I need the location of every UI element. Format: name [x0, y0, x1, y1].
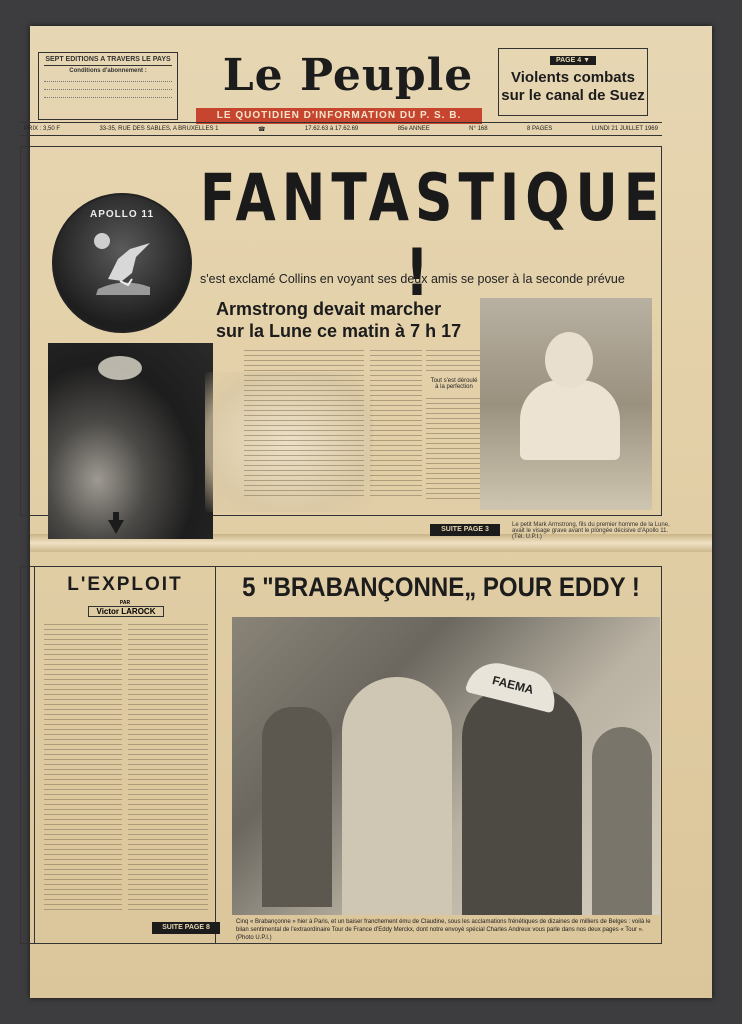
- suite-page-3-link[interactable]: SUITE PAGE 3: [430, 524, 500, 536]
- eddy-caption: Cinq « Brabançonne » hier à Paris, et un baiser franchement ému de Claudine, sous les acclamations frénétiques de dizaines de milliers de Belges : voilà le bilan sentimental de l'extraordinaire Tour de France d'Eddy Merckx, dont notre envoyé spécial Charles Andreux vous parle dans nos deux pages « Tour ». (Photo U.P.I.): [236, 919, 651, 941]
- address: 33-35, RUE DES SABLES, A BRUXELLES 1: [99, 126, 219, 132]
- apollo-badge: [52, 193, 192, 333]
- woman: [342, 677, 452, 915]
- apollo-badge-label: APOLLO 11: [89, 209, 154, 220]
- teaser-box: [498, 48, 648, 116]
- info-bar: [20, 122, 662, 136]
- eddy-photo: [232, 617, 660, 915]
- editions-line: [44, 77, 172, 82]
- man-left: [262, 707, 332, 907]
- subheadline: s'est exclamé Collins en voyant ses deux amis se poser à la seconde prévue: [200, 272, 625, 286]
- editions-line: [44, 93, 172, 98]
- exploit-title: L'EXPLOIT: [67, 574, 183, 595]
- earth-in-photo: [98, 356, 142, 380]
- child-head: [545, 332, 593, 388]
- cycling-cap: FAEMA: [465, 657, 561, 714]
- eagle-icon: [88, 229, 158, 299]
- byline-author: Victor LAROCK: [88, 606, 164, 617]
- article-column: [426, 350, 482, 374]
- sidehead: Tout s'est déroulé à la perfection: [430, 378, 478, 390]
- man-right: [592, 727, 652, 915]
- tagline: LE QUOTIDIEN D'INFORMATION DU P. S. B.: [196, 108, 482, 124]
- phone: 17.62.63 à 17.62.69: [304, 126, 359, 132]
- byline-prefix: PAR: [119, 600, 131, 606]
- editions-line: [44, 85, 172, 90]
- telephone-icon: ☎: [257, 126, 266, 133]
- exploit-text-left: [44, 624, 122, 914]
- editions-subtitle: Conditions d'abonnement :: [69, 68, 147, 74]
- exploit-text-right: [128, 624, 208, 914]
- article-column: [370, 350, 422, 500]
- teaser-headline: Violents combats sur le canal de Suez: [501, 69, 645, 104]
- year: 85e ANNEE: [397, 126, 430, 132]
- editions-box: [38, 52, 178, 120]
- headline-fantastique: FANTASTIQUE !: [200, 161, 666, 311]
- arrow-down-icon: [108, 520, 124, 534]
- child-caption: Le petit Mark Armstrong, fils du premier homme de la Lune, avait le visage grave avant le plongée décisive d'Apollo 11. (Tél. U.P.I.): [512, 522, 670, 540]
- page-count: 8 PAGES: [527, 126, 553, 132]
- article-column: [426, 398, 482, 500]
- date: LUNDI 21 JUILLET 1969: [591, 126, 658, 132]
- masthead: Le Peuple: [222, 50, 474, 101]
- teaser-page-badge: PAGE 4 ▼: [550, 56, 596, 65]
- arrow-down-icon: ▼: [583, 57, 591, 64]
- armstrong-headline: Armstrong devait marcher sur la Lune ce matin à 7 h 17: [216, 299, 462, 341]
- child-figure: [520, 380, 620, 460]
- article-column: [244, 350, 364, 500]
- issue-number: N° 168: [469, 126, 488, 132]
- eddy-merckx: [462, 687, 582, 915]
- price: PRIX : 3,50 F: [24, 126, 61, 132]
- suite-page-8-link[interactable]: SUITE PAGE 8: [152, 922, 220, 934]
- eddy-headline: 5 "BRABANÇONNE„ POUR EDDY !: [242, 572, 640, 603]
- editions-title: SEPT EDITIONS A TRAVERS LE PAYS: [44, 56, 172, 66]
